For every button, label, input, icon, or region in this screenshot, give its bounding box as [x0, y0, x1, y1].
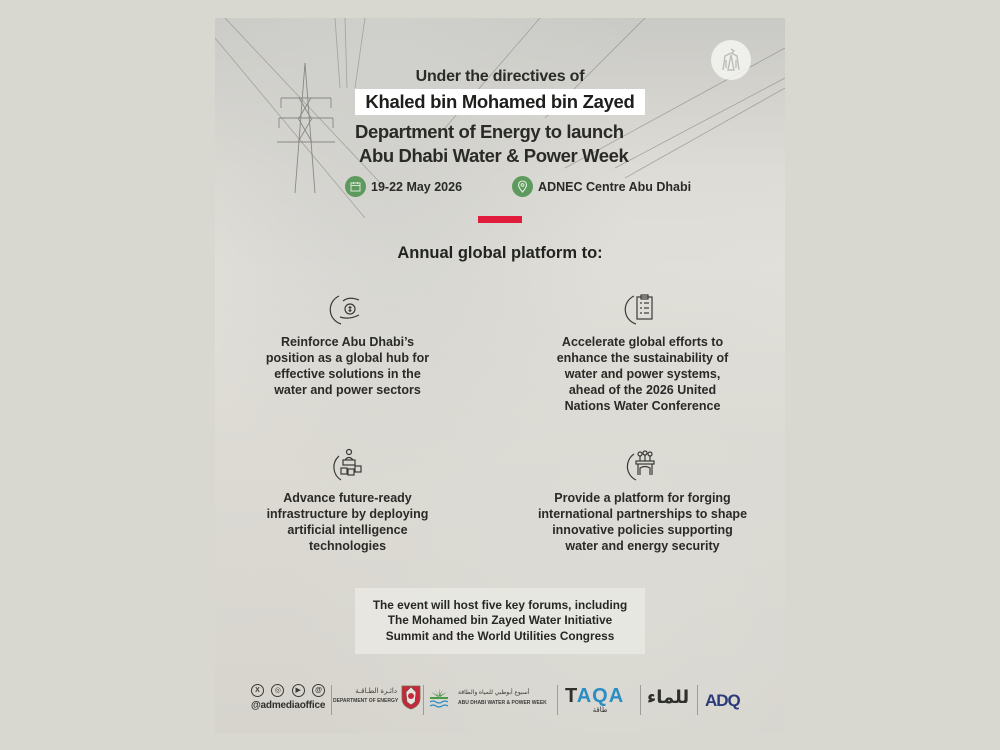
location-pin-icon [512, 176, 533, 197]
headline [355, 120, 655, 168]
forums-text: The event will host five key forums, including The Mohamed bin Zayed Water Initiative Summit and the World Utilities Congress [372, 597, 628, 643]
doe-english: DEPARTMENT OF ENERGY [333, 698, 399, 704]
taqa-t: T [565, 685, 577, 707]
logo-divider [331, 685, 332, 715]
adwpw-arabic: أسبوع أبوظبي للمياه والطاقة [458, 690, 530, 696]
adq-logo: ADQ [705, 691, 740, 710]
clipboard-checklist-icon [624, 290, 662, 328]
taqa-logo [565, 686, 635, 714]
pre-title: Under the directives of [415, 68, 585, 85]
taqa-aqa: AQA [576, 685, 625, 707]
instagram-icon[interactable]: ◎ [271, 684, 284, 697]
logo-divider [640, 685, 641, 715]
threads-icon[interactable]: @ [312, 684, 325, 697]
logo-divider [423, 685, 424, 715]
name-highlight-text: Khaled bin Mohamed bin Zayed [365, 91, 635, 112]
goal-text: Advance future-ready infrastructure by deploying artificial intelligence technologies [266, 491, 429, 553]
section-title: Annual global platform to: [397, 244, 603, 262]
goal-text: Provide a platform for forging international partnerships to shape innovative policies supporting water and energy security [537, 491, 748, 553]
adwpw-palm-wave-icon [428, 687, 450, 709]
goal-text: Accelerate global efforts to enhance the sustainability of water and power systems, ahead of the 2026 United Nations Water Conference [556, 335, 729, 413]
calendar-icon [345, 176, 366, 197]
social-block [251, 684, 325, 711]
logo-divider [697, 685, 698, 715]
forums-box [355, 588, 645, 654]
goal-text: Reinforce Abu Dhabi’s position as a global hub for effective solutions in the water and power sectors [265, 335, 430, 397]
red-divider [478, 216, 522, 223]
social-handle[interactable]: @admediaoffice [251, 700, 326, 711]
poster [215, 18, 785, 733]
footer-logos [215, 681, 785, 721]
youtube-icon[interactable]: ▶ [292, 684, 305, 697]
event-location-text: ADNEC Centre Abu Dhabi [538, 179, 692, 194]
event-date-text: 19-22 May 2026 [371, 179, 463, 194]
almaa-logo: للماء [647, 687, 690, 707]
goal-item [260, 290, 435, 398]
goal-item [555, 290, 730, 414]
headline-line-2: Abu Dhabi Water & Power Week [359, 145, 629, 166]
presenter-questions-icon [329, 446, 367, 484]
event-meta [345, 176, 691, 197]
logo-divider [557, 685, 558, 715]
hands-money-icon [329, 290, 367, 328]
adwpw-english: ABU DHABI WATER & POWER WEEK [458, 700, 547, 706]
doe-arabic: دائـرة الطـاقـة [355, 688, 397, 695]
podium-microphones-icon [624, 446, 662, 484]
name-highlight [355, 89, 645, 115]
taqa-arabic: طاقة [592, 707, 608, 714]
goal-item [535, 446, 750, 554]
goal-item [260, 446, 435, 554]
event-date [345, 176, 462, 197]
headline-line-1: Department of Energy to launch [355, 121, 624, 142]
department-of-energy-logo [333, 687, 429, 704]
x-icon[interactable]: X [251, 684, 264, 697]
abu-dhabi-crest-icon [399, 682, 423, 710]
event-location [512, 176, 691, 197]
